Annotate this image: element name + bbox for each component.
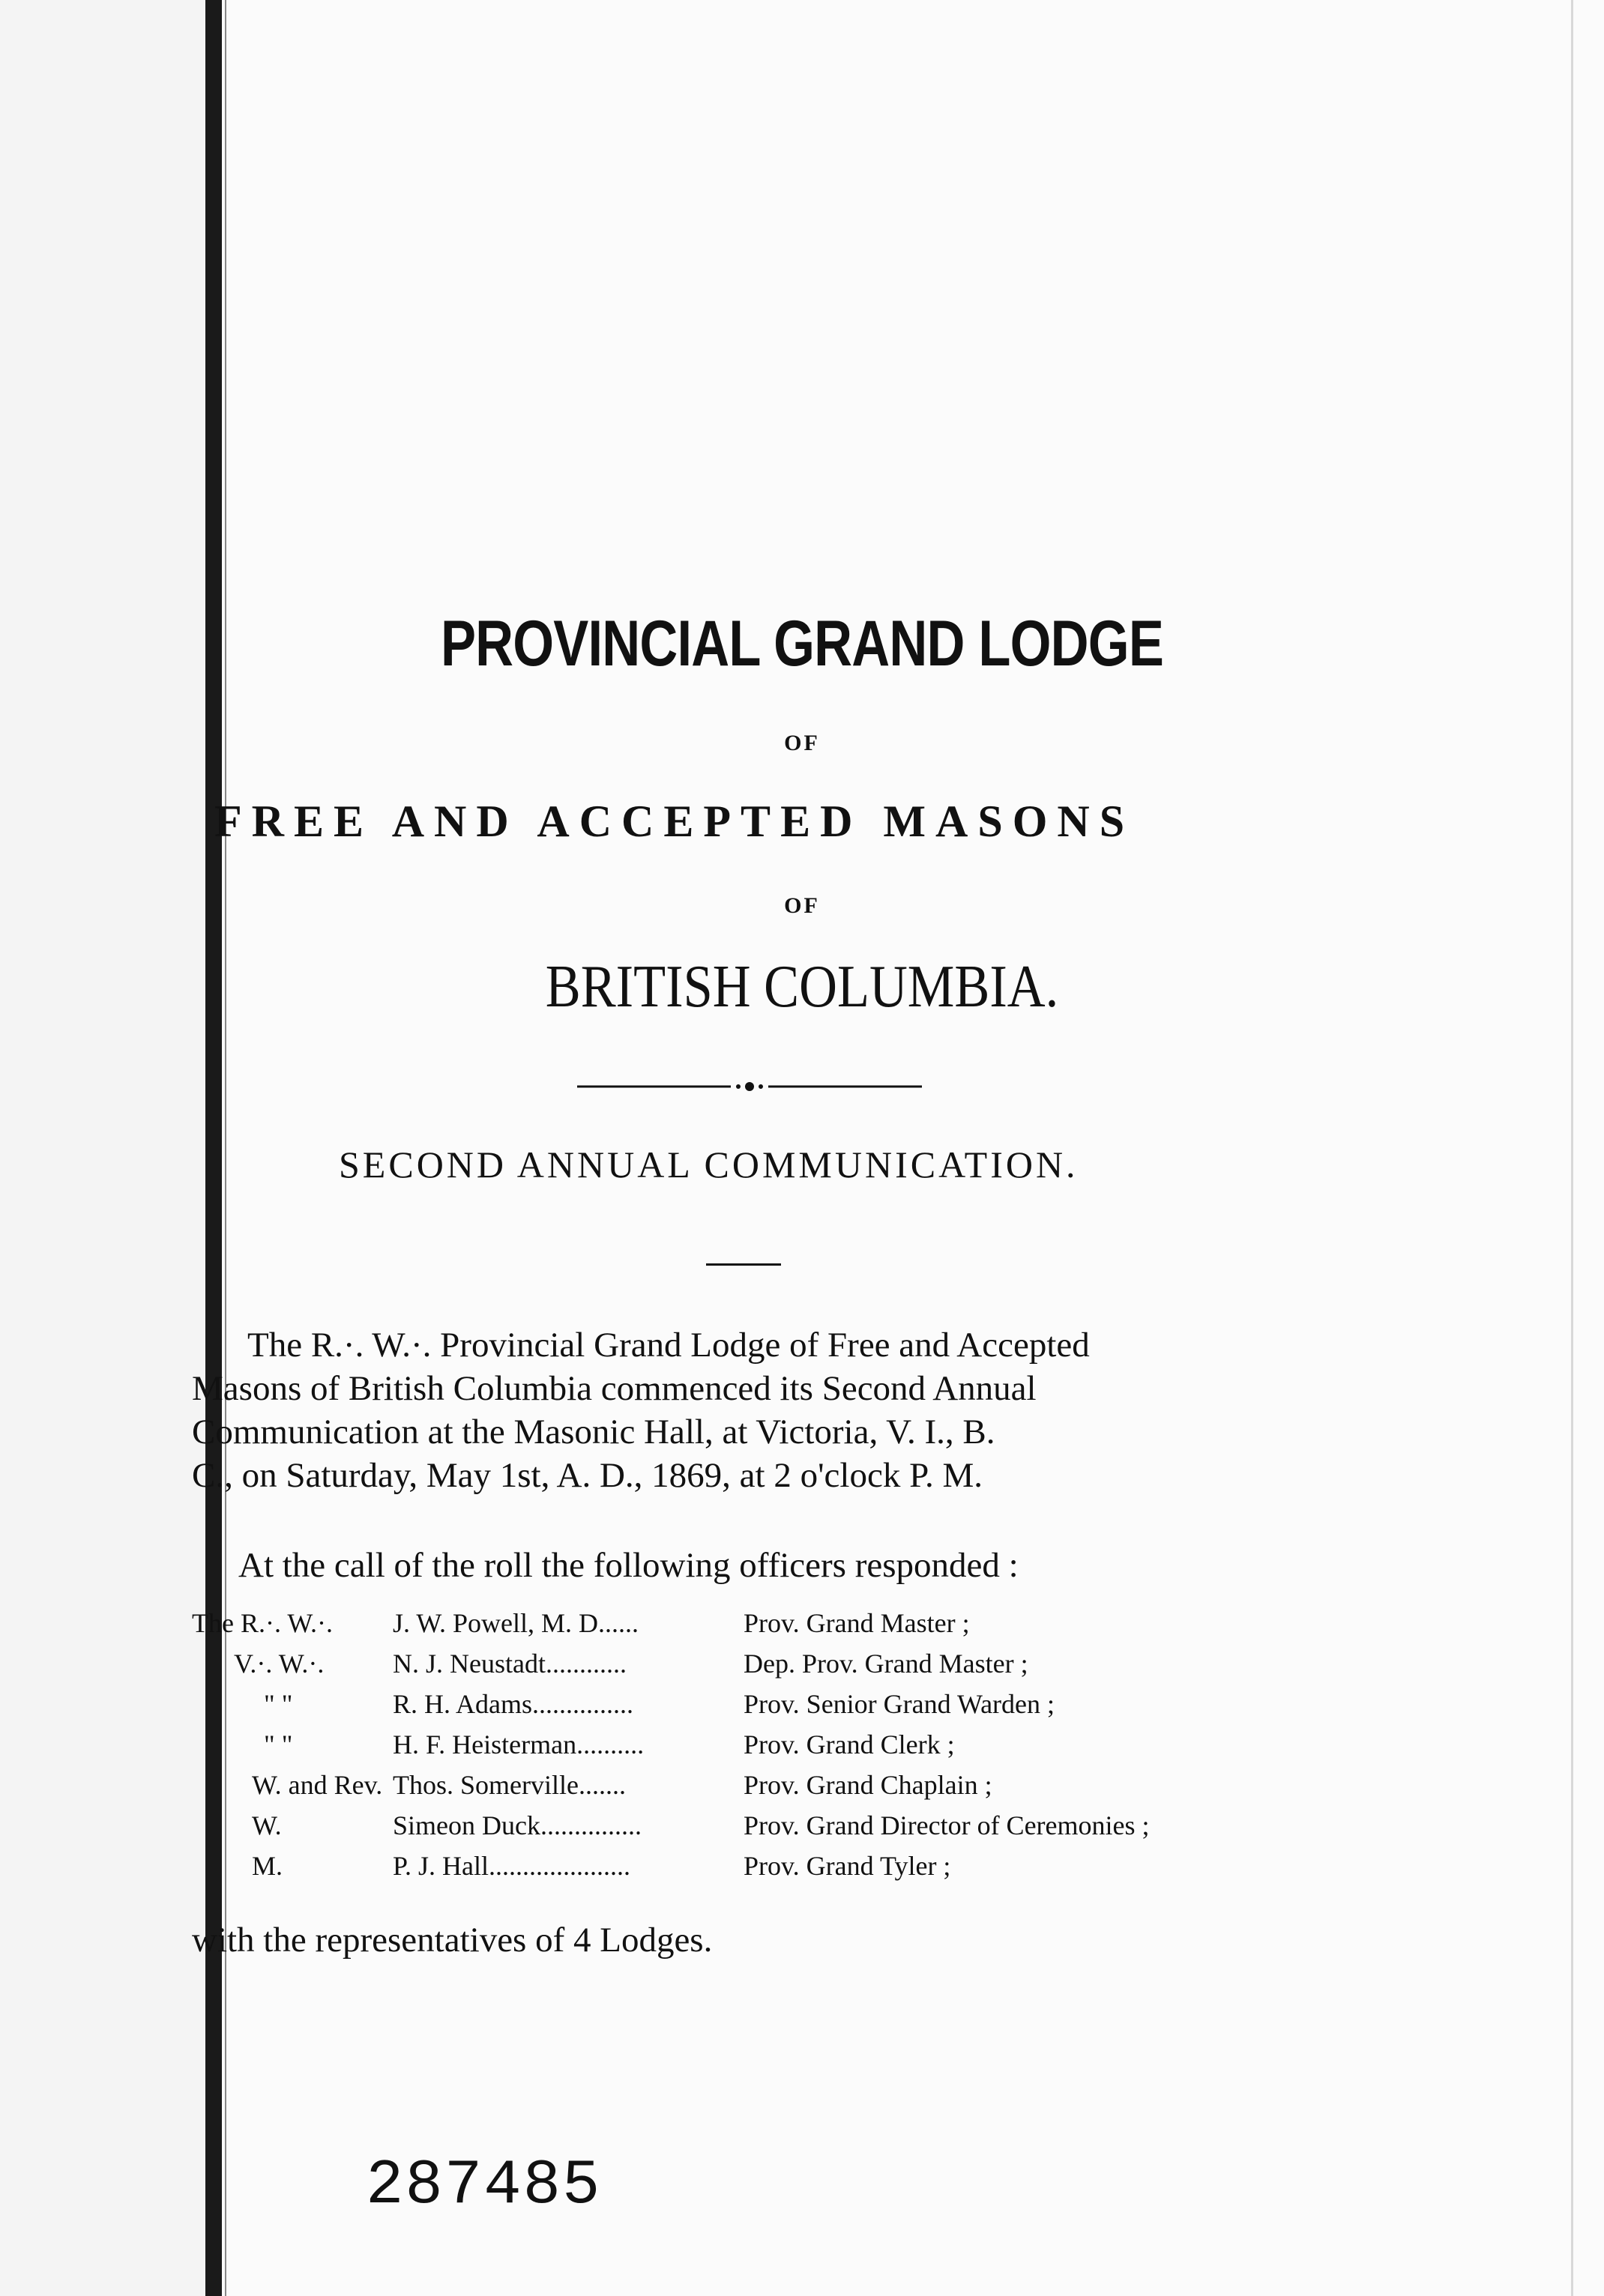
officer-office: Prov. Grand Clerk ; [744, 1729, 955, 1759]
officer-row [192, 1607, 1316, 1648]
officer-title: " " [264, 1689, 293, 1719]
document-place: BRITISH COLUMBIA. [545, 954, 1059, 1020]
officer-title: " " [264, 1729, 293, 1759]
officer-row [192, 1729, 1316, 1769]
title-connector-of: OF [784, 731, 820, 755]
short-divider [706, 1263, 781, 1266]
left-margin [0, 0, 210, 2296]
officer-office: Dep. Prov. Grand Master ; [744, 1649, 1028, 1679]
officer-name: H. F. Heisterman.......... [393, 1729, 645, 1759]
right-page-edge [1571, 0, 1573, 2296]
officer-row [192, 1688, 1316, 1729]
officer-name: J. W. Powell, M. D...... [393, 1608, 639, 1638]
body-line: Communication at the Masonic Hall, at Victoria, V. I., B. [192, 1413, 995, 1451]
officer-name: P. J. Hall..................... [393, 1851, 631, 1881]
officer-title: The R.·. W.·. [192, 1608, 333, 1638]
officer-office: Prov. Grand Tyler ; [744, 1851, 951, 1881]
officer-office: Prov. Grand Director of Ceremonies ; [744, 1810, 1150, 1840]
section-heading: SECOND ANNUAL COMMUNICATION. [339, 1144, 1079, 1185]
closing-line: with the representatives of 4 Lodges. [192, 1921, 713, 1960]
officer-name: N. J. Neustadt............ [393, 1649, 627, 1679]
officer-row [192, 1769, 1316, 1810]
officer-name: Thos. Somerville....... [393, 1770, 626, 1800]
officer-row [192, 1810, 1316, 1850]
officer-name: R. H. Adams............... [393, 1689, 634, 1719]
officer-row [192, 1648, 1316, 1688]
officer-office: Prov. Senior Grand Warden ; [744, 1689, 1055, 1719]
officer-title: V.·. W.·. [234, 1649, 325, 1679]
roll-call-line: At the call of the roll the following officers responded : [238, 1546, 1019, 1585]
officer-title: W. [252, 1810, 282, 1840]
title-connector-of-2: OF [784, 893, 820, 918]
accession-number: 287485 [366, 2151, 602, 2222]
document-subtitle: FREE AND ACCEPTED MASONS [214, 797, 1135, 846]
document-title: PROVINCIAL GRAND LODGE [440, 608, 1164, 680]
body-line: The R.·. W.·. Provincial Grand Lodge of Free and Accepted [247, 1326, 1090, 1365]
body-line: C., on Saturday, May 1st, A. D., 1869, at 2 o'clock P. M. [192, 1456, 983, 1495]
officer-office: Prov. Grand Master ; [744, 1608, 970, 1638]
ornamental-rule [577, 1079, 922, 1094]
officer-name: Simeon Duck............... [393, 1810, 642, 1840]
officer-office: Prov. Grand Chaplain ; [744, 1770, 992, 1800]
officers-list [192, 1607, 1316, 1891]
body-line: Masons of British Columbia commenced its Second Annual [192, 1369, 1037, 1408]
officer-row [192, 1850, 1316, 1891]
officer-title: M. [252, 1851, 283, 1881]
officer-title: W. and Rev. [252, 1770, 383, 1800]
